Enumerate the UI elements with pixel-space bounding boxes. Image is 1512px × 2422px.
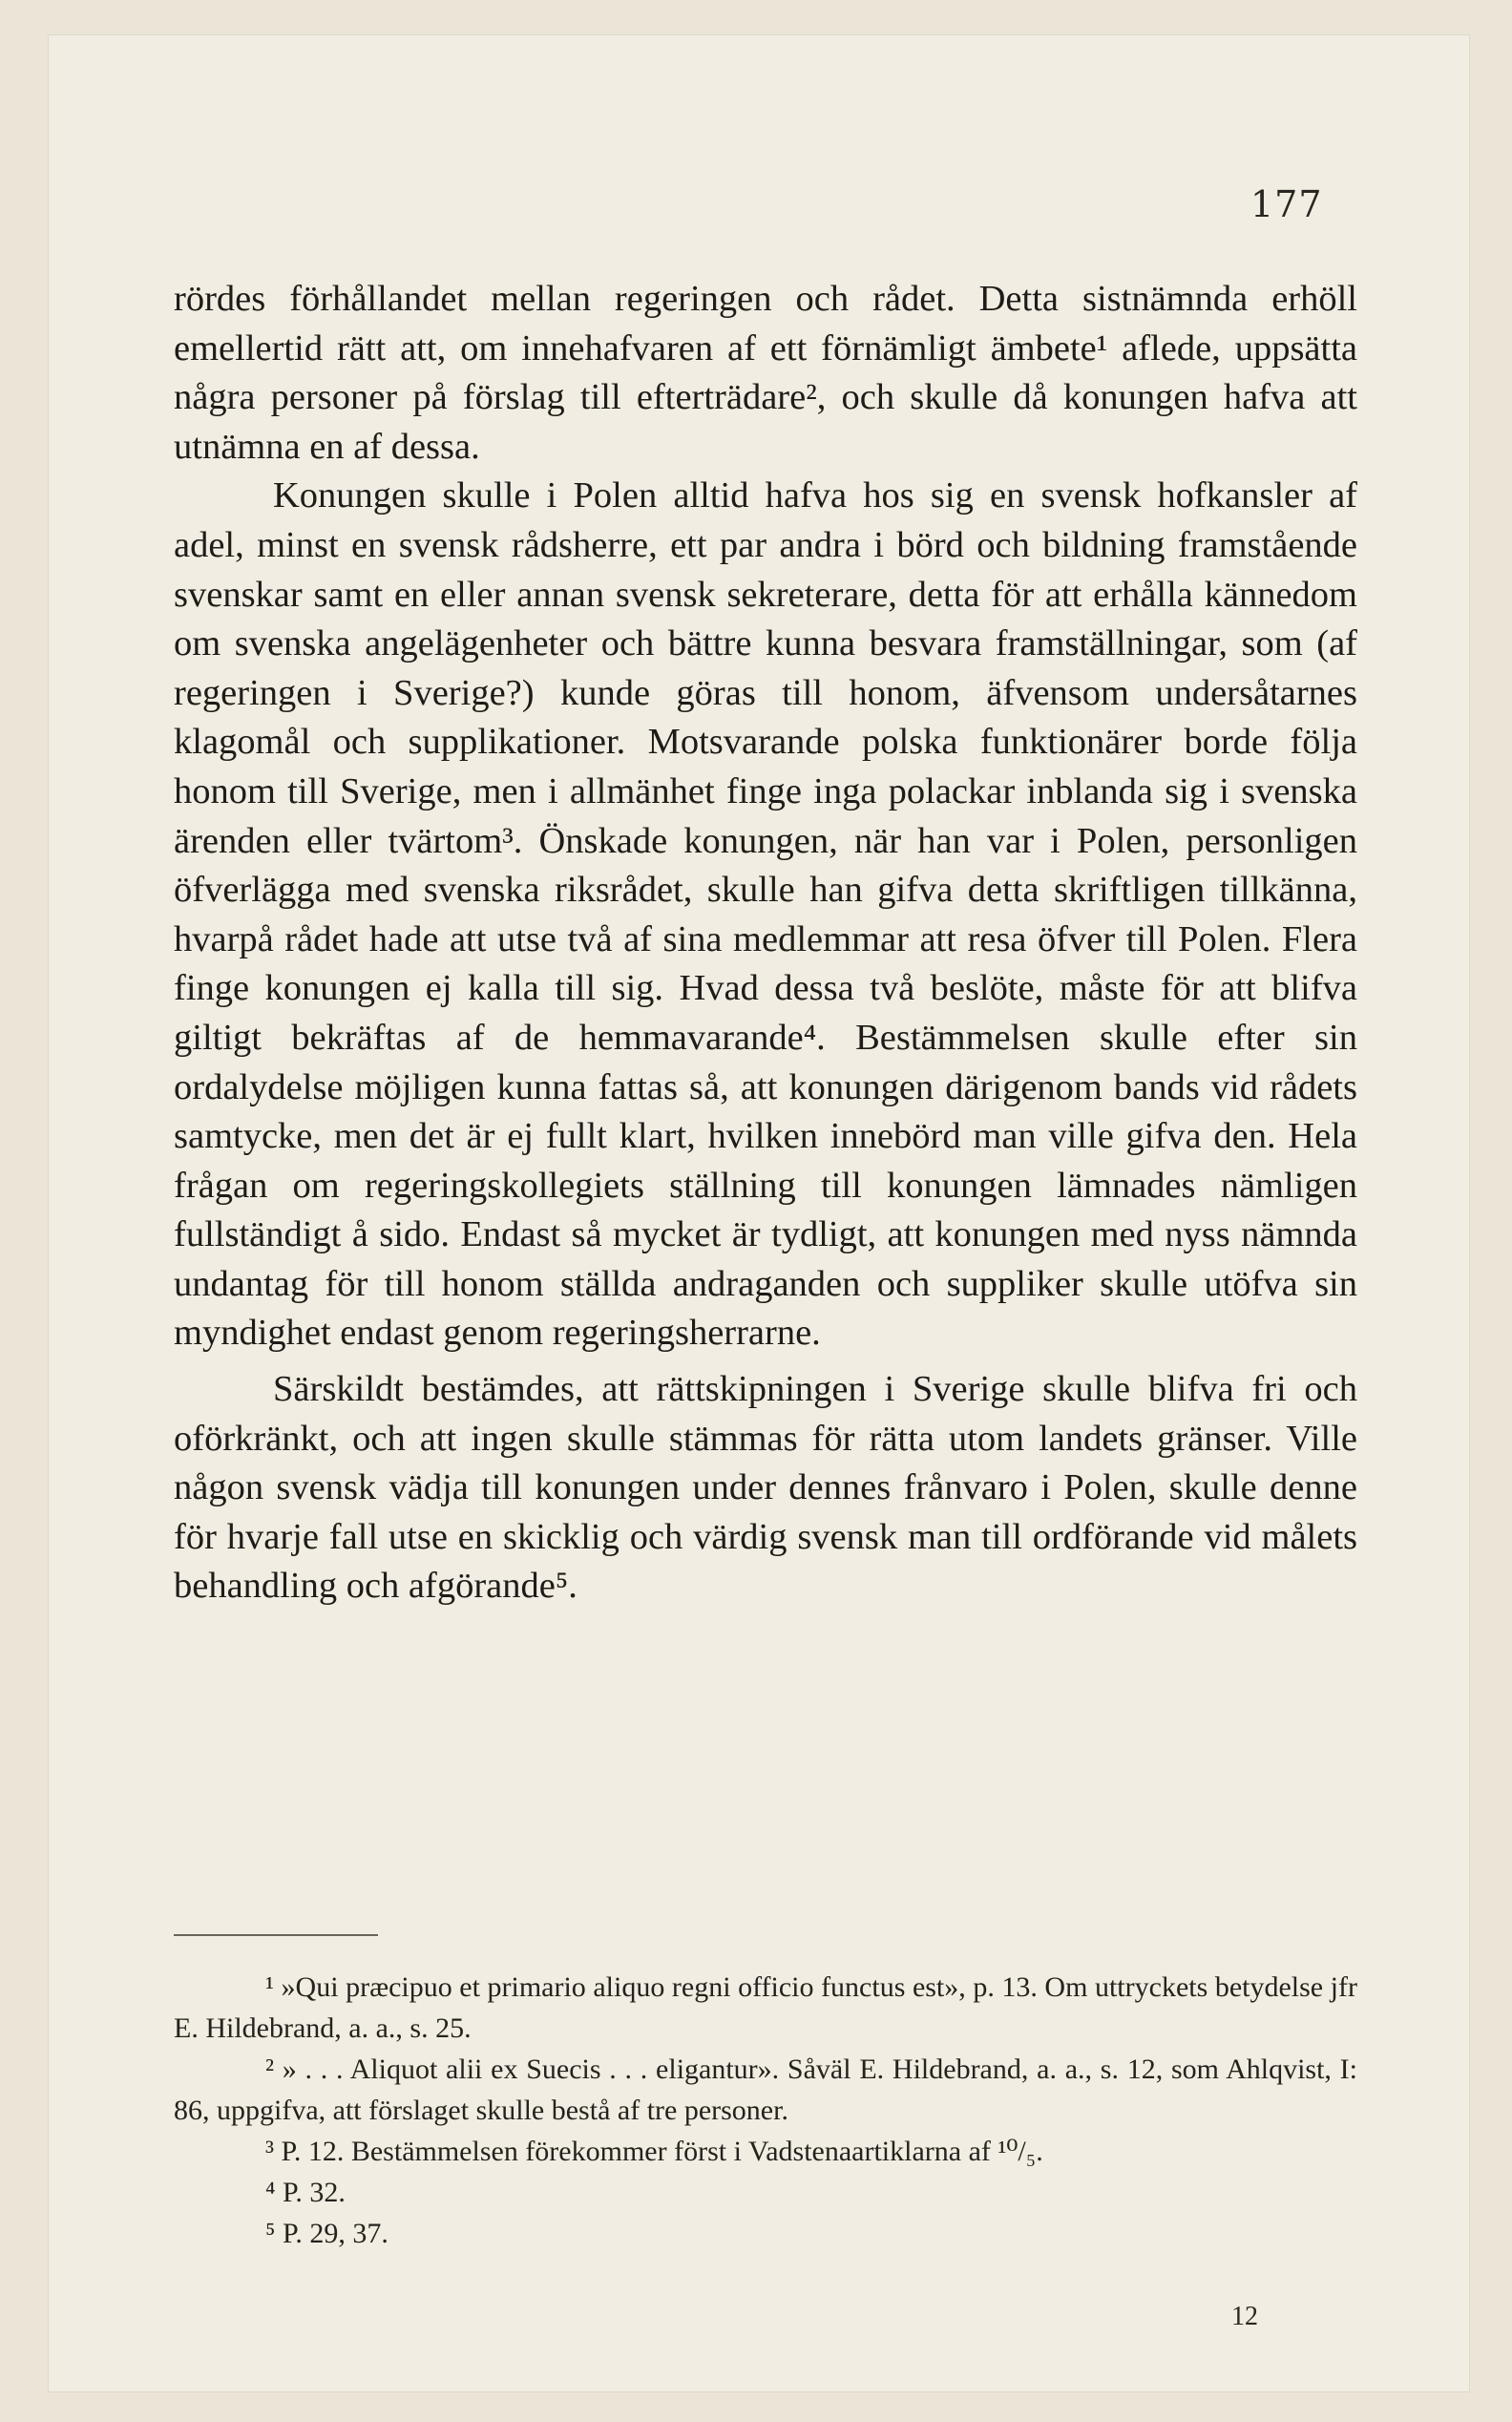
footnotes xyxy=(174,1967,1357,2254)
paragraph-2: Konungen skulle i Polen alltid hafva hos sig en svensk hofkansler af adel, minst en svensk rådsherre, ett par andra i börd och bildning framstående svenskar samt en eller annan svensk sekreterare, detta för att erhålla kännedom om svenska angelägenheter och bättre kunna besvara framställningar, som (af regeringen i Sverige?) kunde göras till honom, äfvensom undersåtarnes klagomål och supplikationer. Motsvarande polska funktionärer borde följa honom till Sverige, men i allmänhet finge inga polackar inblanda sig i svenska ärenden eller tvärtom³. Önskade konungen, när han var i Polen, personligen öfverlägga med svenska riksrådet, skulle han gifva detta skriftligen tillkänna, hvarpå rådet hade att utse två af sina medlemmar att resa öfver till Polen. Flera finge konungen ej kalla till sig. Hvad dessa två beslöte, måste för att blifva giltigt bekräftas af de hemmavarande⁴. Bestämmelsen skulle efter sin ordalydelse möjligen kunna fattas så, att konungen därigenom bands vid rådets samtycke, men det är ej fullt klart, hvilken innebörd man ville gifva den. Hela frågan om regeringskollegiets ställning till konungen lämnades nämligen fullständigt å sido. Endast så mycket är tydligt, att konungen med nyss nämnda undantag för till honom ställda andraganden och suppliker skulle utöfva sin myndighet endast genom regeringsherrarne. xyxy=(174,475,1357,1354)
signature-mark: 12 xyxy=(1231,2302,1258,2331)
body-text xyxy=(174,275,1357,1611)
footnote-divider xyxy=(174,1934,378,1936)
footnote-5: ⁵ P. 29, 37. xyxy=(265,2218,388,2249)
footnote-3: ³ P. 12. Bestämmelsen förekommer först i Vadstenaartiklarna af ¹⁰/₅. xyxy=(265,2136,1043,2167)
footnote-2: ² » . . . Aliquot alii ex Suecis . . . eligantur». Såväl E. Hildebrand, a. a., s. 12, som Ahlqvist, I: 86, uppgifva, att förslaget skulle bestå af tre personer. xyxy=(174,2053,1357,2126)
footnote-4: ⁴ P. 32. xyxy=(265,2177,346,2208)
paragraph-3: Särskildt bestämdes, att rättskipningen i Sverige skulle blifva fri och oförkränkt, och att ingen skulle stämmas för rätta utom landets gränser. Ville någon svensk vädja till konungen under dennes frånvaro i Polen, skulle denne för hvarje fall utse en skicklig och värdig svensk man till ordförande vid målets behandling och afgörande⁵. xyxy=(174,1369,1357,1607)
paragraph-1: rördes förhållandet mellan regeringen och rådet. Detta sistnämnda erhöll emellertid rätt att, om innehafvaren af ett förnämligt ämbete¹ aflede, uppsätta några personer på förslag till efterträdare², och skulle då konungen hafva att utnämna en af dessa. xyxy=(174,279,1357,467)
book-page xyxy=(48,34,1470,2392)
page-number: 177 xyxy=(1250,183,1323,225)
footnote-1: ¹ »Qui præcipuo et primario aliquo regni officio functus est», p. 13. Om uttryckets betydelse jfr E. Hildebrand, a. a., s. 25. xyxy=(174,1971,1357,2044)
